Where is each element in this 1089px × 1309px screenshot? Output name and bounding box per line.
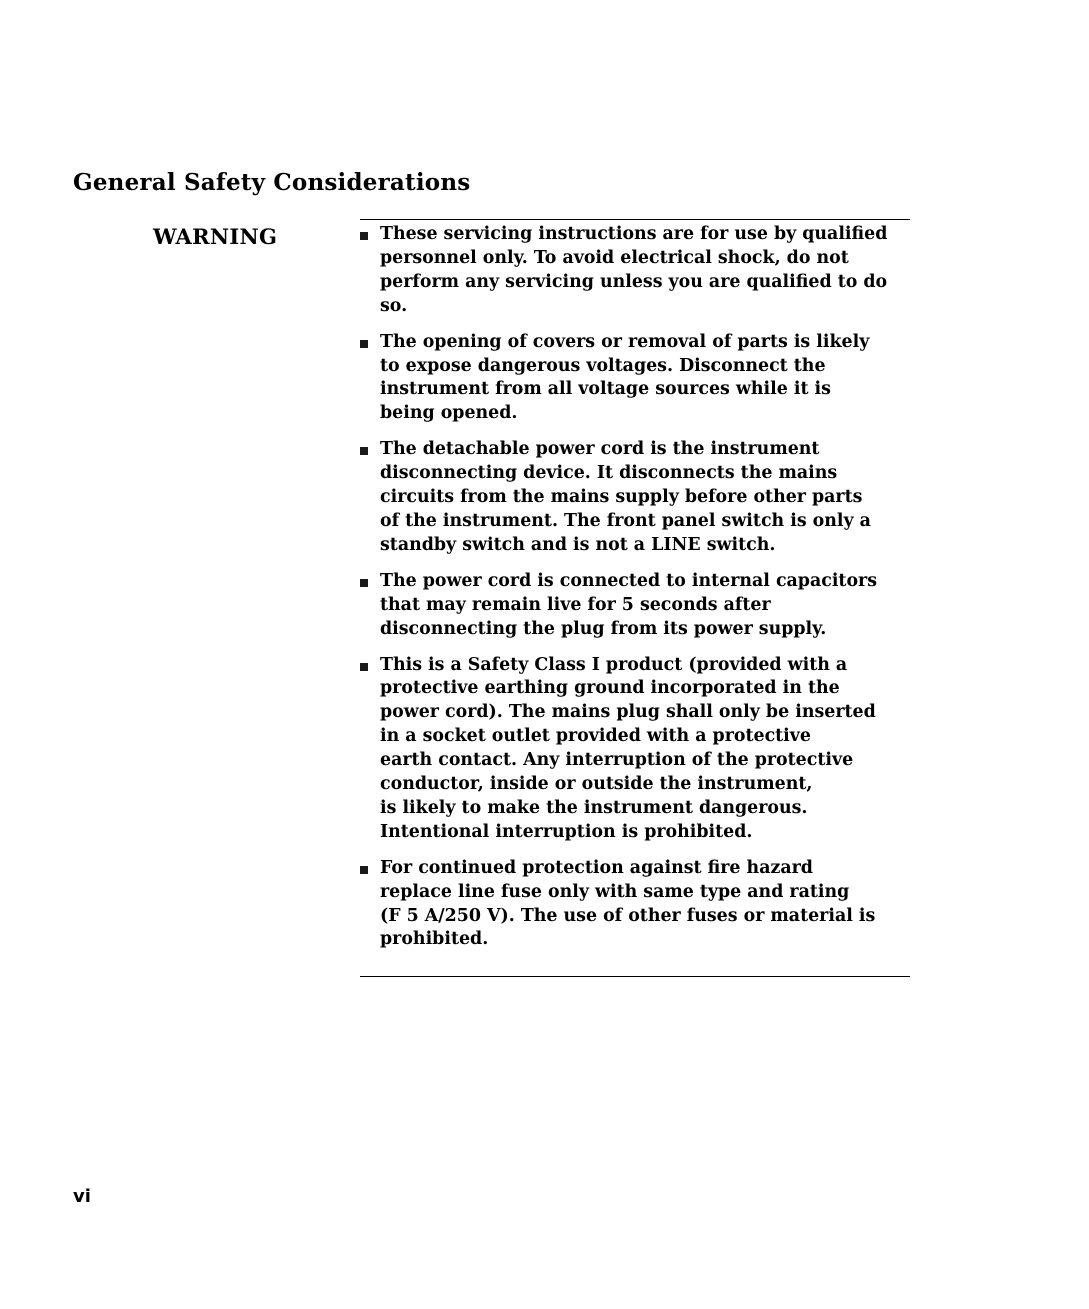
- warning-text-line: The power cord is connected to internal capacitors: [380, 570, 878, 591]
- warning-text-line: For continued protection against fire hazard: [380, 857, 813, 878]
- square-bullet-icon: [360, 579, 368, 587]
- warning-text-line: prohibited.: [380, 929, 489, 950]
- square-bullet-icon: [360, 663, 368, 671]
- page-number: vi: [73, 1186, 91, 1207]
- square-bullet-icon: [360, 866, 368, 874]
- warning-text-line: conductor, inside or outside the instrument,: [380, 774, 813, 795]
- warning-item: [360, 857, 920, 953]
- warning-text-line: replace line fuse only with same type and rating: [380, 881, 850, 902]
- warning-item: [360, 223, 920, 319]
- warning-text-line: Intentional interruption is prohibited.: [380, 821, 753, 842]
- warning-text-line: (F 5 A/250 V). The use of other fuses or material is: [380, 905, 876, 926]
- warning-item: [360, 331, 920, 427]
- warning-text-line: personnel only. To avoid electrical shock, do not: [380, 247, 849, 268]
- warning-text-line: instrument from all voltage sources while it is: [380, 379, 831, 400]
- warning-text-line: The detachable power cord is the instrument: [380, 439, 820, 460]
- warning-text-line: so.: [380, 295, 408, 316]
- bottom-divider: [360, 976, 910, 977]
- warning-text-line: standby switch and is not a LINE switch.: [380, 534, 776, 555]
- warning-text-line: to expose dangerous voltages. Disconnect the: [380, 355, 826, 376]
- warning-label: WARNING: [153, 224, 278, 249]
- warning-text-line: The opening of covers or removal of parts is likely: [380, 331, 870, 352]
- warning-text-line: This is a Safety Class I product (provided with a: [380, 654, 848, 675]
- square-bullet-icon: [360, 232, 368, 240]
- warning-item: [360, 438, 920, 558]
- warning-text-line: These servicing instructions are for use by qualified: [380, 224, 888, 244]
- warning-text-line: in a socket outlet provided with a protective: [380, 726, 811, 747]
- warning-text-line: perform any servicing unless you are qualified to do: [380, 271, 888, 292]
- warning-text-line: is likely to make the instrument dangerous.: [380, 797, 808, 818]
- warning-text-line: disconnecting the plug from its power supply.: [380, 618, 827, 639]
- warning-text-line: being opened.: [380, 403, 518, 424]
- warning-text-line: of the instrument. The front panel switch is only a: [380, 510, 871, 531]
- warning-text-line: power cord). The mains plug shall only be inserted: [380, 702, 876, 723]
- square-bullet-icon: [360, 447, 368, 455]
- warning-text-line: disconnecting device. It disconnects the mains: [380, 463, 838, 484]
- page-title: General Safety Considerations: [73, 169, 471, 196]
- warning-text-line: earth contact. Any interruption of the protective: [380, 750, 854, 771]
- warning-item: [360, 570, 920, 642]
- warning-text-line: that may remain live for 5 seconds after: [380, 594, 771, 615]
- top-divider: [360, 219, 910, 220]
- warning-list: [360, 223, 920, 964]
- square-bullet-icon: [360, 340, 368, 348]
- warning-text-line: circuits from the mains supply before other parts: [380, 487, 863, 508]
- warning-text-line: protective earthing ground incorporated in the: [380, 678, 840, 699]
- warning-item: [360, 654, 920, 845]
